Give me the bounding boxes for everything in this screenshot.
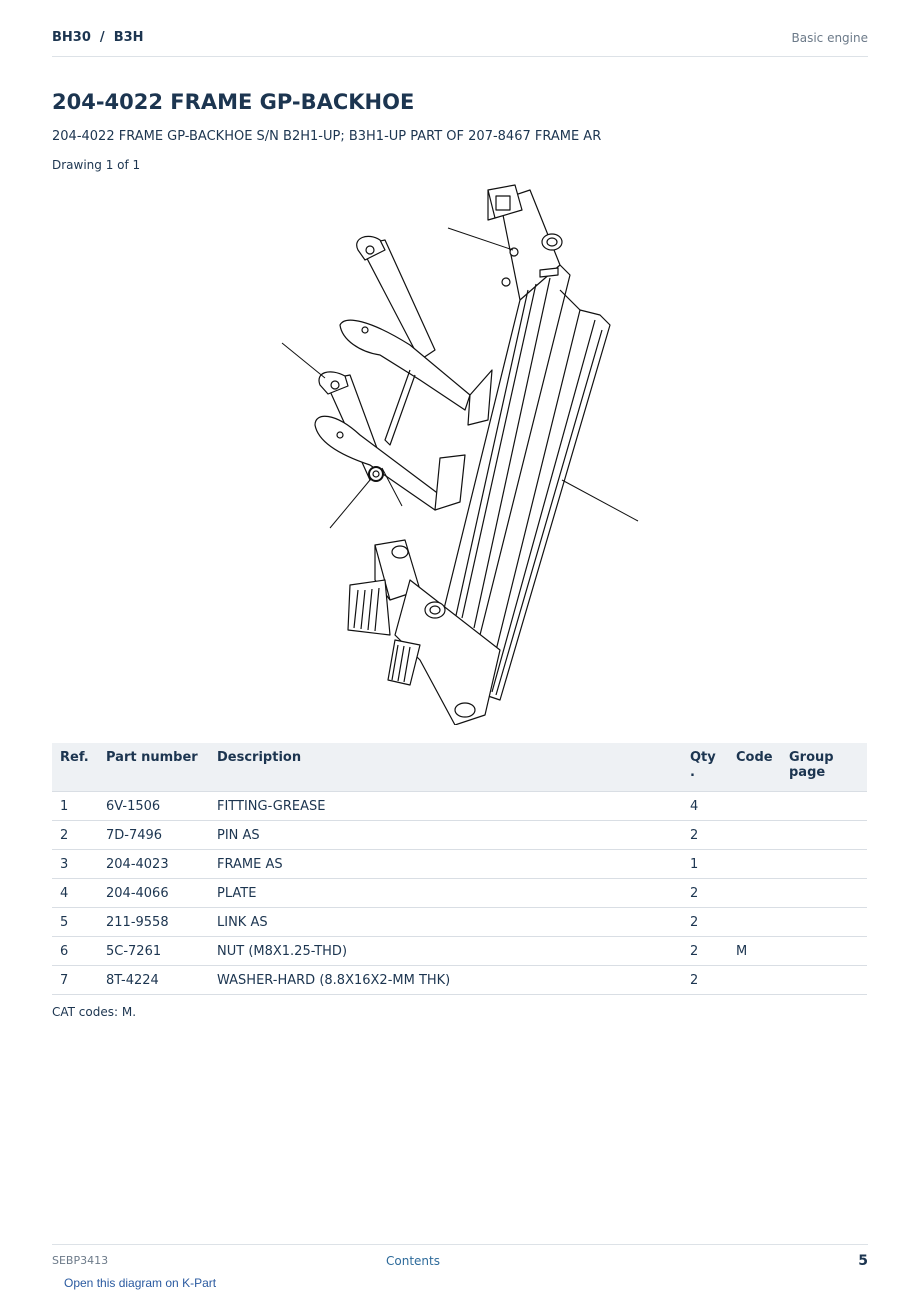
cell-group-page <box>781 821 867 850</box>
contents-link[interactable]: Contents <box>386 1254 440 1268</box>
cell-code <box>728 792 781 821</box>
cell-qty: 4 <box>682 792 728 821</box>
cell-code: M <box>728 937 781 966</box>
cell-part-number: 6V-1506 <box>98 792 209 821</box>
cell-description: FRAME AS <box>209 850 682 879</box>
cell-qty: 2 <box>682 879 728 908</box>
table-row <box>52 792 867 821</box>
cell-ref: 7 <box>52 966 98 995</box>
cell-code <box>728 966 781 995</box>
cell-qty: 2 <box>682 908 728 937</box>
table-row <box>52 821 867 850</box>
kpart-diagram-link[interactable]: Open this diagram on K-Part <box>64 1276 217 1290</box>
leader-line-2 <box>282 343 325 378</box>
table-row <box>52 937 867 966</box>
cell-ref: 3 <box>52 850 98 879</box>
cell-ref: 4 <box>52 879 98 908</box>
nut-washer <box>369 467 383 481</box>
cell-group-page <box>781 908 867 937</box>
col-header-qty: Qty . <box>682 743 728 792</box>
col-header-part-number: Part number <box>98 743 209 792</box>
cell-description: FITTING-GREASE <box>209 792 682 821</box>
cell-code <box>728 879 781 908</box>
table-header-row <box>52 743 867 792</box>
leader-line-1 <box>448 228 513 250</box>
parts-table <box>52 743 867 995</box>
leader-line-5 <box>562 480 638 521</box>
cell-part-number: 211-9558 <box>98 908 209 937</box>
drawing-label: Drawing 1 of 1 <box>52 158 141 172</box>
cell-qty: 2 <box>682 937 728 966</box>
cell-code <box>728 908 781 937</box>
cell-ref: 6 <box>52 937 98 966</box>
page-title: 204-4022 FRAME GP-BACKHOE <box>52 90 415 114</box>
cell-group-page <box>781 792 867 821</box>
cell-description: NUT (M8X1.25-THD) <box>209 937 682 966</box>
cell-part-number: 204-4066 <box>98 879 209 908</box>
col-header-code: Code <box>728 743 781 792</box>
cell-group-page <box>781 850 867 879</box>
main-frame-beam <box>440 190 570 650</box>
parts-diagram <box>270 180 650 725</box>
cell-qty: 2 <box>682 821 728 850</box>
cell-group-page <box>781 937 867 966</box>
col-header-description: Description <box>209 743 682 792</box>
table-row <box>52 879 867 908</box>
page-footer <box>52 1244 868 1275</box>
cell-description: WASHER-HARD (8.8X16X2-MM THK) <box>209 966 682 995</box>
table-row <box>52 850 867 879</box>
cell-description: PIN AS <box>209 821 682 850</box>
cell-qty: 2 <box>682 966 728 995</box>
cell-part-number: 7D-7496 <box>98 821 209 850</box>
leader-line-3 <box>330 480 370 528</box>
cell-part-number: 8T-4224 <box>98 966 209 995</box>
cell-description: LINK AS <box>209 908 682 937</box>
page-number: 5 <box>858 1253 868 1269</box>
cell-code <box>728 850 781 879</box>
cell-code <box>728 821 781 850</box>
col-header-group-page: Group page <box>781 743 867 792</box>
page-header <box>52 28 868 57</box>
table-row <box>52 908 867 937</box>
doc-number: SEBP3413 <box>52 1254 109 1267</box>
cell-ref: 5 <box>52 908 98 937</box>
cell-ref: 1 <box>52 792 98 821</box>
cell-part-number: 204-4023 <box>98 850 209 879</box>
table-row <box>52 966 867 995</box>
cell-description: PLATE <box>209 879 682 908</box>
cell-group-page <box>781 966 867 995</box>
cat-codes-note: CAT codes: M. <box>52 1005 137 1019</box>
section-label: Basic engine <box>791 31 868 45</box>
page-subtitle: 204-4022 FRAME GP-BACKHOE S/N B2H1-UP; B3H1-UP PART OF 207-8467 FRAME AR <box>52 129 602 144</box>
cell-part-number: 5C-7261 <box>98 937 209 966</box>
cell-qty: 1 <box>682 850 728 879</box>
col-header-ref: Ref. <box>52 743 98 792</box>
cell-group-page <box>781 879 867 908</box>
cell-ref: 2 <box>52 821 98 850</box>
model-breadcrumb: BH30 / B3H <box>52 30 144 45</box>
